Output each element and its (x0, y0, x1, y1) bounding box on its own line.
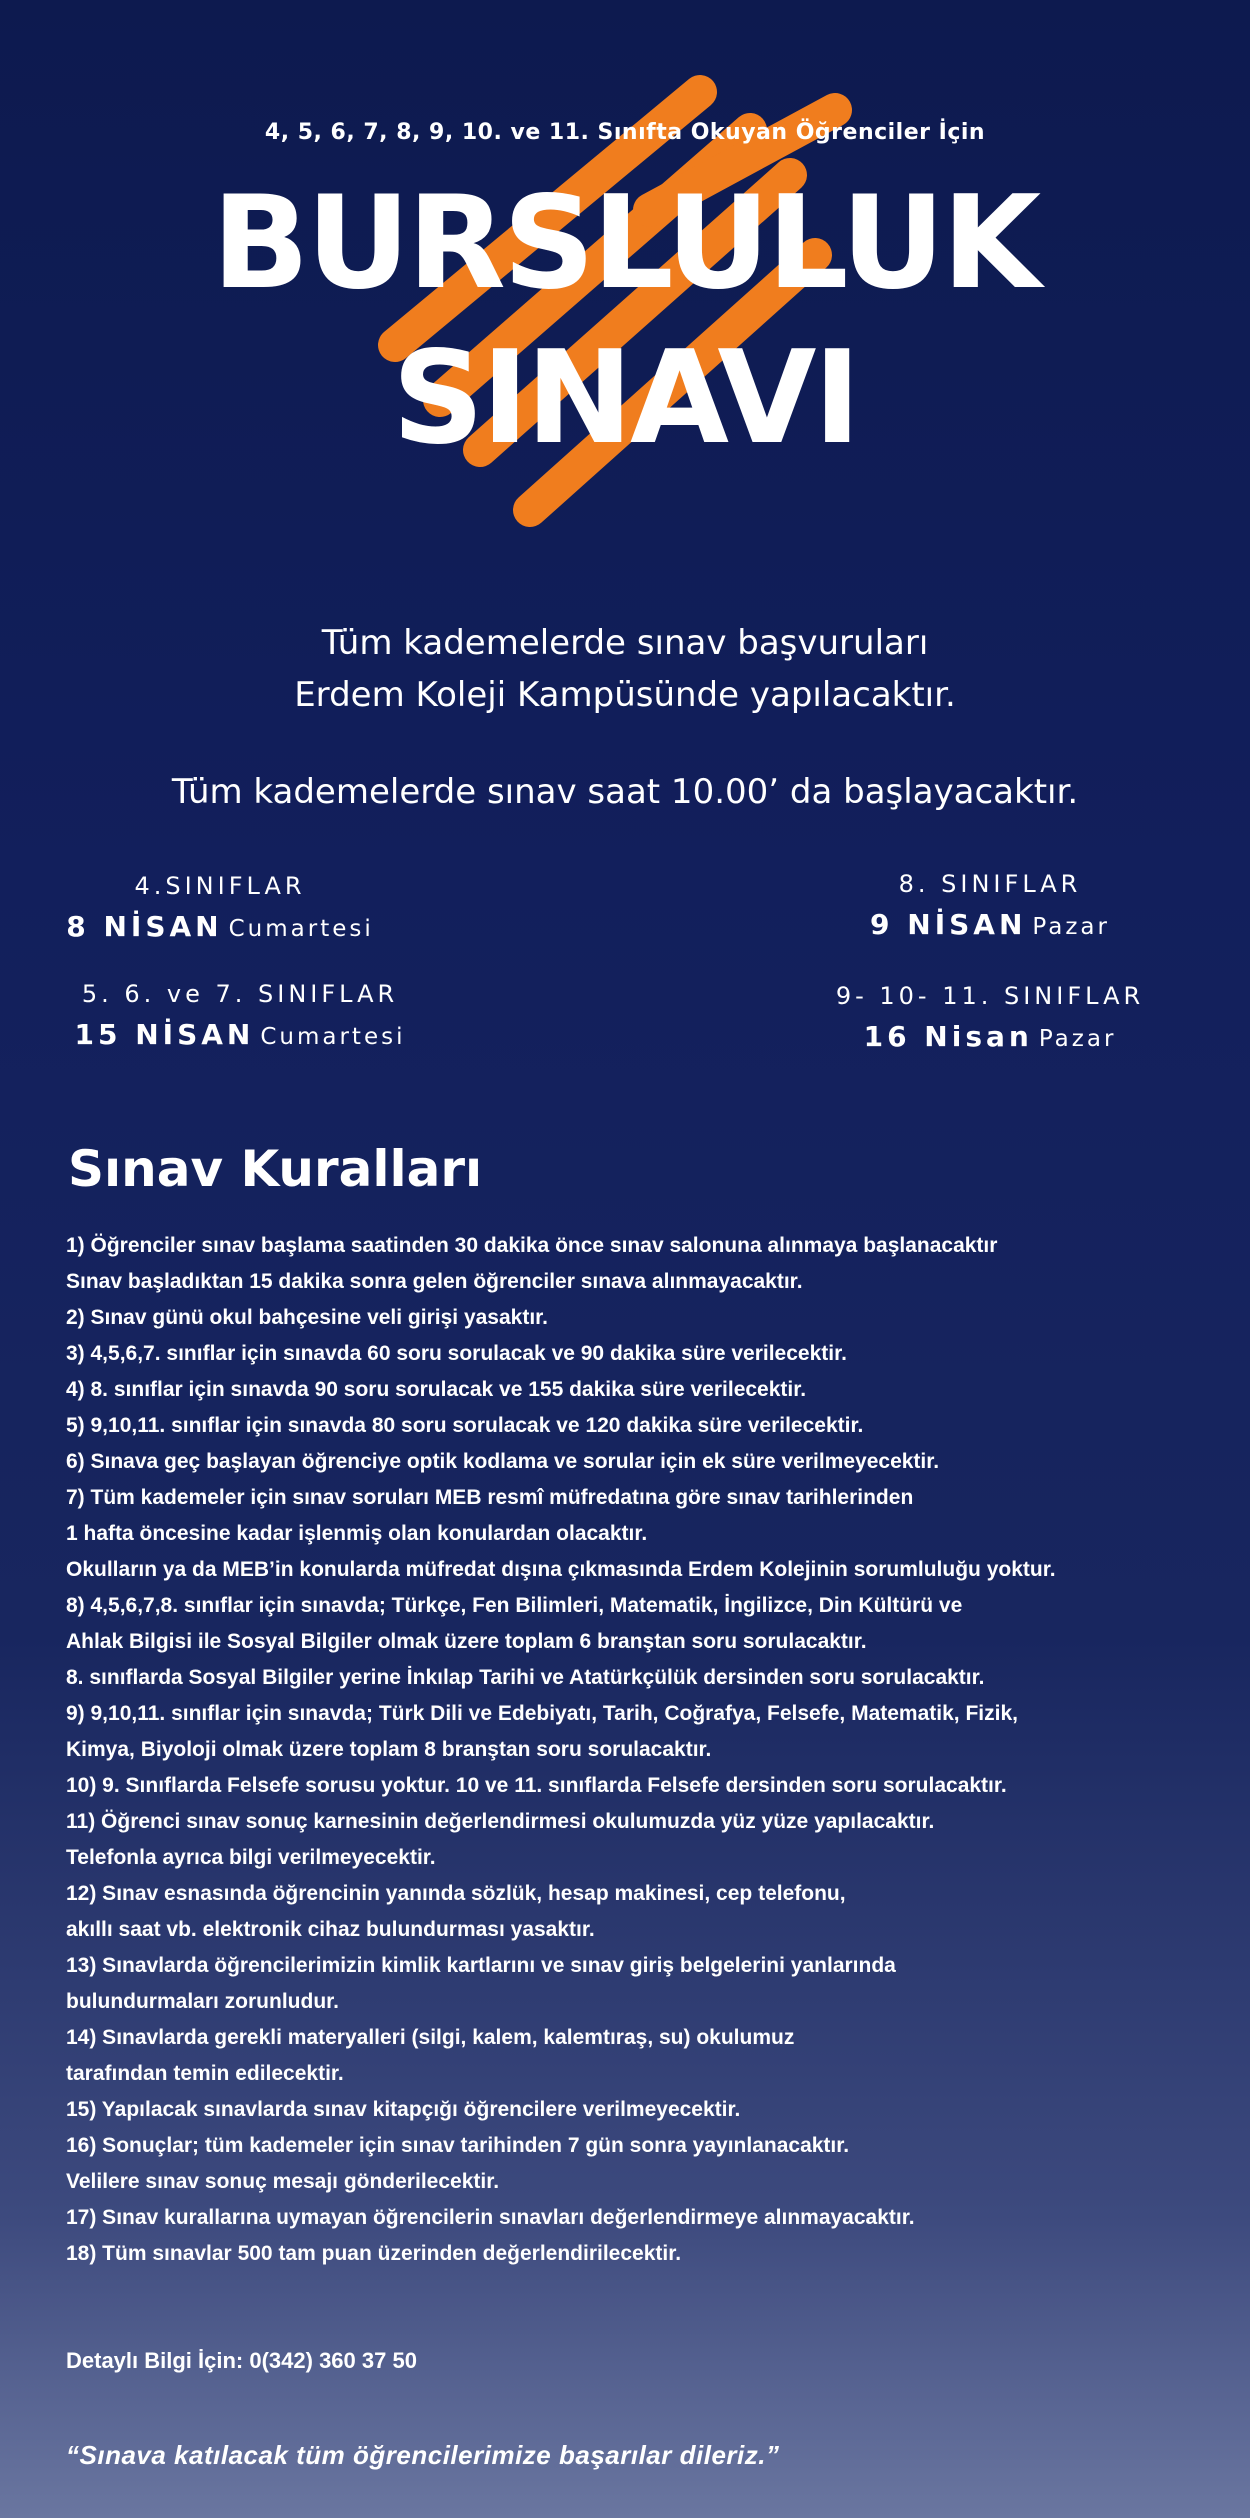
rule-line: bulundurmaları zorunludur. (66, 1990, 339, 2013)
exam-date-day-month: 8 NİSAN (66, 910, 223, 943)
subtitle: 4, 5, 6, 7, 8, 9, 10. ve 11. Sınıfta Okuyan Öğrenciler İçin (264, 120, 986, 145)
rule-line: 9) 9,10,11. sınıflar için sınavda; Türk Dili ve Edebiyatı, Tarih, Coğrafya, Felsefe, Matematik, Fizik, (66, 1702, 1018, 1725)
rule-line: 5) 9,10,11. sınıflar için sınavda 80 soru sorulacak ve 120 dakika süre verilecektir. (66, 1414, 864, 1437)
rule-line: 15) Yapılacak sınavlarda sınav kitapçığı öğrencilere verilmeyecektir. (66, 2098, 741, 2121)
rule-line: 8. sınıflarda Sosyal Bilgiler yerine İnkılap Tarihi ve Atatürkçülük dersinden soru sorulacaktır. (66, 1666, 985, 1689)
rules-heading: Sınav Kuralları (68, 1140, 483, 1198)
rule-line: Sınav başladıktan 15 dakika sonra gelen öğrenciler sınava alınmayacaktır. (66, 1270, 803, 1293)
schedule-block-4 (40, 872, 400, 943)
rule-line: Ahlak Bilgisi ile Sosyal Bilgiler olmak üzere toplam 6 branştan soru sorulacaktır. (66, 1630, 867, 1653)
exam-date (790, 908, 1190, 941)
rule-line: Okulların ya da MEB’in konularda müfredat dışına çıkmasında Erdem Kolejinin sorumluluğu yoktur. (66, 1558, 1056, 1581)
exam-date (790, 1020, 1190, 1053)
grade-label: 5. 6. ve 7. SINIFLAR (81, 980, 399, 1008)
schedule-block-9-10-11 (790, 982, 1190, 1053)
rule-line: 13) Sınavlarda öğrencilerimizin kimlik kartlarını ve sınav giriş belgelerini yanlarında (66, 1954, 896, 1977)
rule-line: 8) 4,5,6,7,8. sınıflar için sınavda; Türkçe, Fen Bilimleri, Matematik, İngilizce, Din Kültürü ve (66, 1594, 963, 1617)
title-line-1: BURSLULUK (211, 169, 1039, 318)
intro-line-3: Tüm kademelerde sınav saat 10.00’ da başlayacaktır. (171, 772, 1079, 812)
exam-date (40, 1018, 440, 1051)
rule-line: 7) Tüm kademeler için sınav soruları MEB resmî müfredatına göre sınav tarihlerinden (66, 1486, 914, 1509)
intro-line-1: Tüm kademelerde sınav başvuruları (321, 623, 929, 663)
rule-line: 17) Sınav kurallarına uymayan öğrencilerin sınavları değerlendirmeye alınmayacaktır. (66, 2206, 915, 2229)
rule-line: 1) Öğrenciler sınav başlama saatinden 30 dakika önce sınav salonuna alınmaya başlanacaktır (66, 1234, 998, 1257)
schedule-block-5-6-7 (40, 980, 440, 1051)
rule-line: 3) 4,5,6,7. sınıflar için sınavda 60 soru sorulacak ve 90 dakika süre verilecektir. (66, 1342, 847, 1365)
rule-line: Kimya, Biyoloji olmak üzere toplam 8 branştan soru sorulacaktır. (66, 1738, 712, 1761)
rule-line: 18) Tüm sınavlar 500 tam puan üzerinden değerlendirilecektir. (66, 2242, 682, 2265)
exam-weekday: Cumartesi (228, 916, 374, 942)
exam-date-day-month: 15 NİSAN (74, 1018, 255, 1051)
grade-label: 4.SINIFLAR (134, 872, 306, 900)
rule-line: 14) Sınavlarda gerekli materyalleri (silgi, kalem, kalemtıraş, su) okulumuz (66, 2026, 795, 2049)
exam-date-day-month: 16 Nisan (863, 1020, 1033, 1053)
title-line-2: SINAVI (392, 324, 858, 473)
rule-line: 10) 9. Sınıflarda Felsefe sorusu yoktur. 10 ve 11. sınıflarda Felsefe dersinden soru sorulacaktır. (66, 1774, 1007, 1797)
exam-weekday: Cumartesi (260, 1024, 406, 1050)
exam-date-day-month: 9 NİSAN (870, 908, 1027, 941)
rule-line: 1 hafta öncesine kadar işlenmiş olan konulardan olacaktır. (66, 1522, 648, 1545)
grade-label: 9- 10- 11. SINIFLAR (835, 982, 1145, 1010)
rule-line: Telefonla ayrıca bilgi verilmeyecektir. (66, 1846, 436, 1869)
rule-line: akıllı saat vb. elektronik cihaz bulundurması yasaktır. (66, 1918, 595, 1941)
rule-line: 2) Sınav günü okul bahçesine veli girişi yasaktır. (66, 1306, 549, 1329)
exam-weekday: Pazar (1038, 1026, 1117, 1052)
rule-line: 12) Sınav esnasında öğrencinin yanında sözlük, hesap makinesi, cep telefonu, (66, 1882, 846, 1905)
exam-date (40, 910, 400, 943)
rule-line: 16) Sonuçlar; tüm kademeler için sınav tarihinden 7 gün sonra yayınlanacaktır. (66, 2134, 850, 2157)
intro-line-2: Erdem Koleji Kampüsünde yapılacaktır. (294, 675, 956, 715)
exam-weekday: Pazar (1032, 914, 1110, 940)
schedule-block-8 (790, 870, 1190, 941)
rule-line: Velilere sınav sonuç mesajı gönderilecektir. (66, 2170, 500, 2193)
grade-label: 8. SINIFLAR (898, 870, 1082, 898)
contact-phone: Detaylı Bilgi İçin: 0(342) 360 37 50 (66, 2348, 417, 2373)
rule-line: 11) Öğrenci sınav sonuç karnesinin değerlendirmesi okulumuzda yüz yüze yapılacaktır. (66, 1810, 935, 1833)
rule-line: 6) Sınava geç başlayan öğrenciye optik kodlama ve sorular için ek süre verilmeyecektir. (66, 1450, 940, 1473)
rule-line: tarafından temin edilecektir. (66, 2062, 344, 2085)
rule-line: 4) 8. sınıflar için sınavda 90 soru sorulacak ve 155 dakika süre verilecektir. (66, 1378, 807, 1401)
closing-message: “Sınava katılacak tüm öğrencilerimize başarılar dileriz.” (66, 2440, 780, 2470)
rules-list (66, 1228, 1216, 2272)
